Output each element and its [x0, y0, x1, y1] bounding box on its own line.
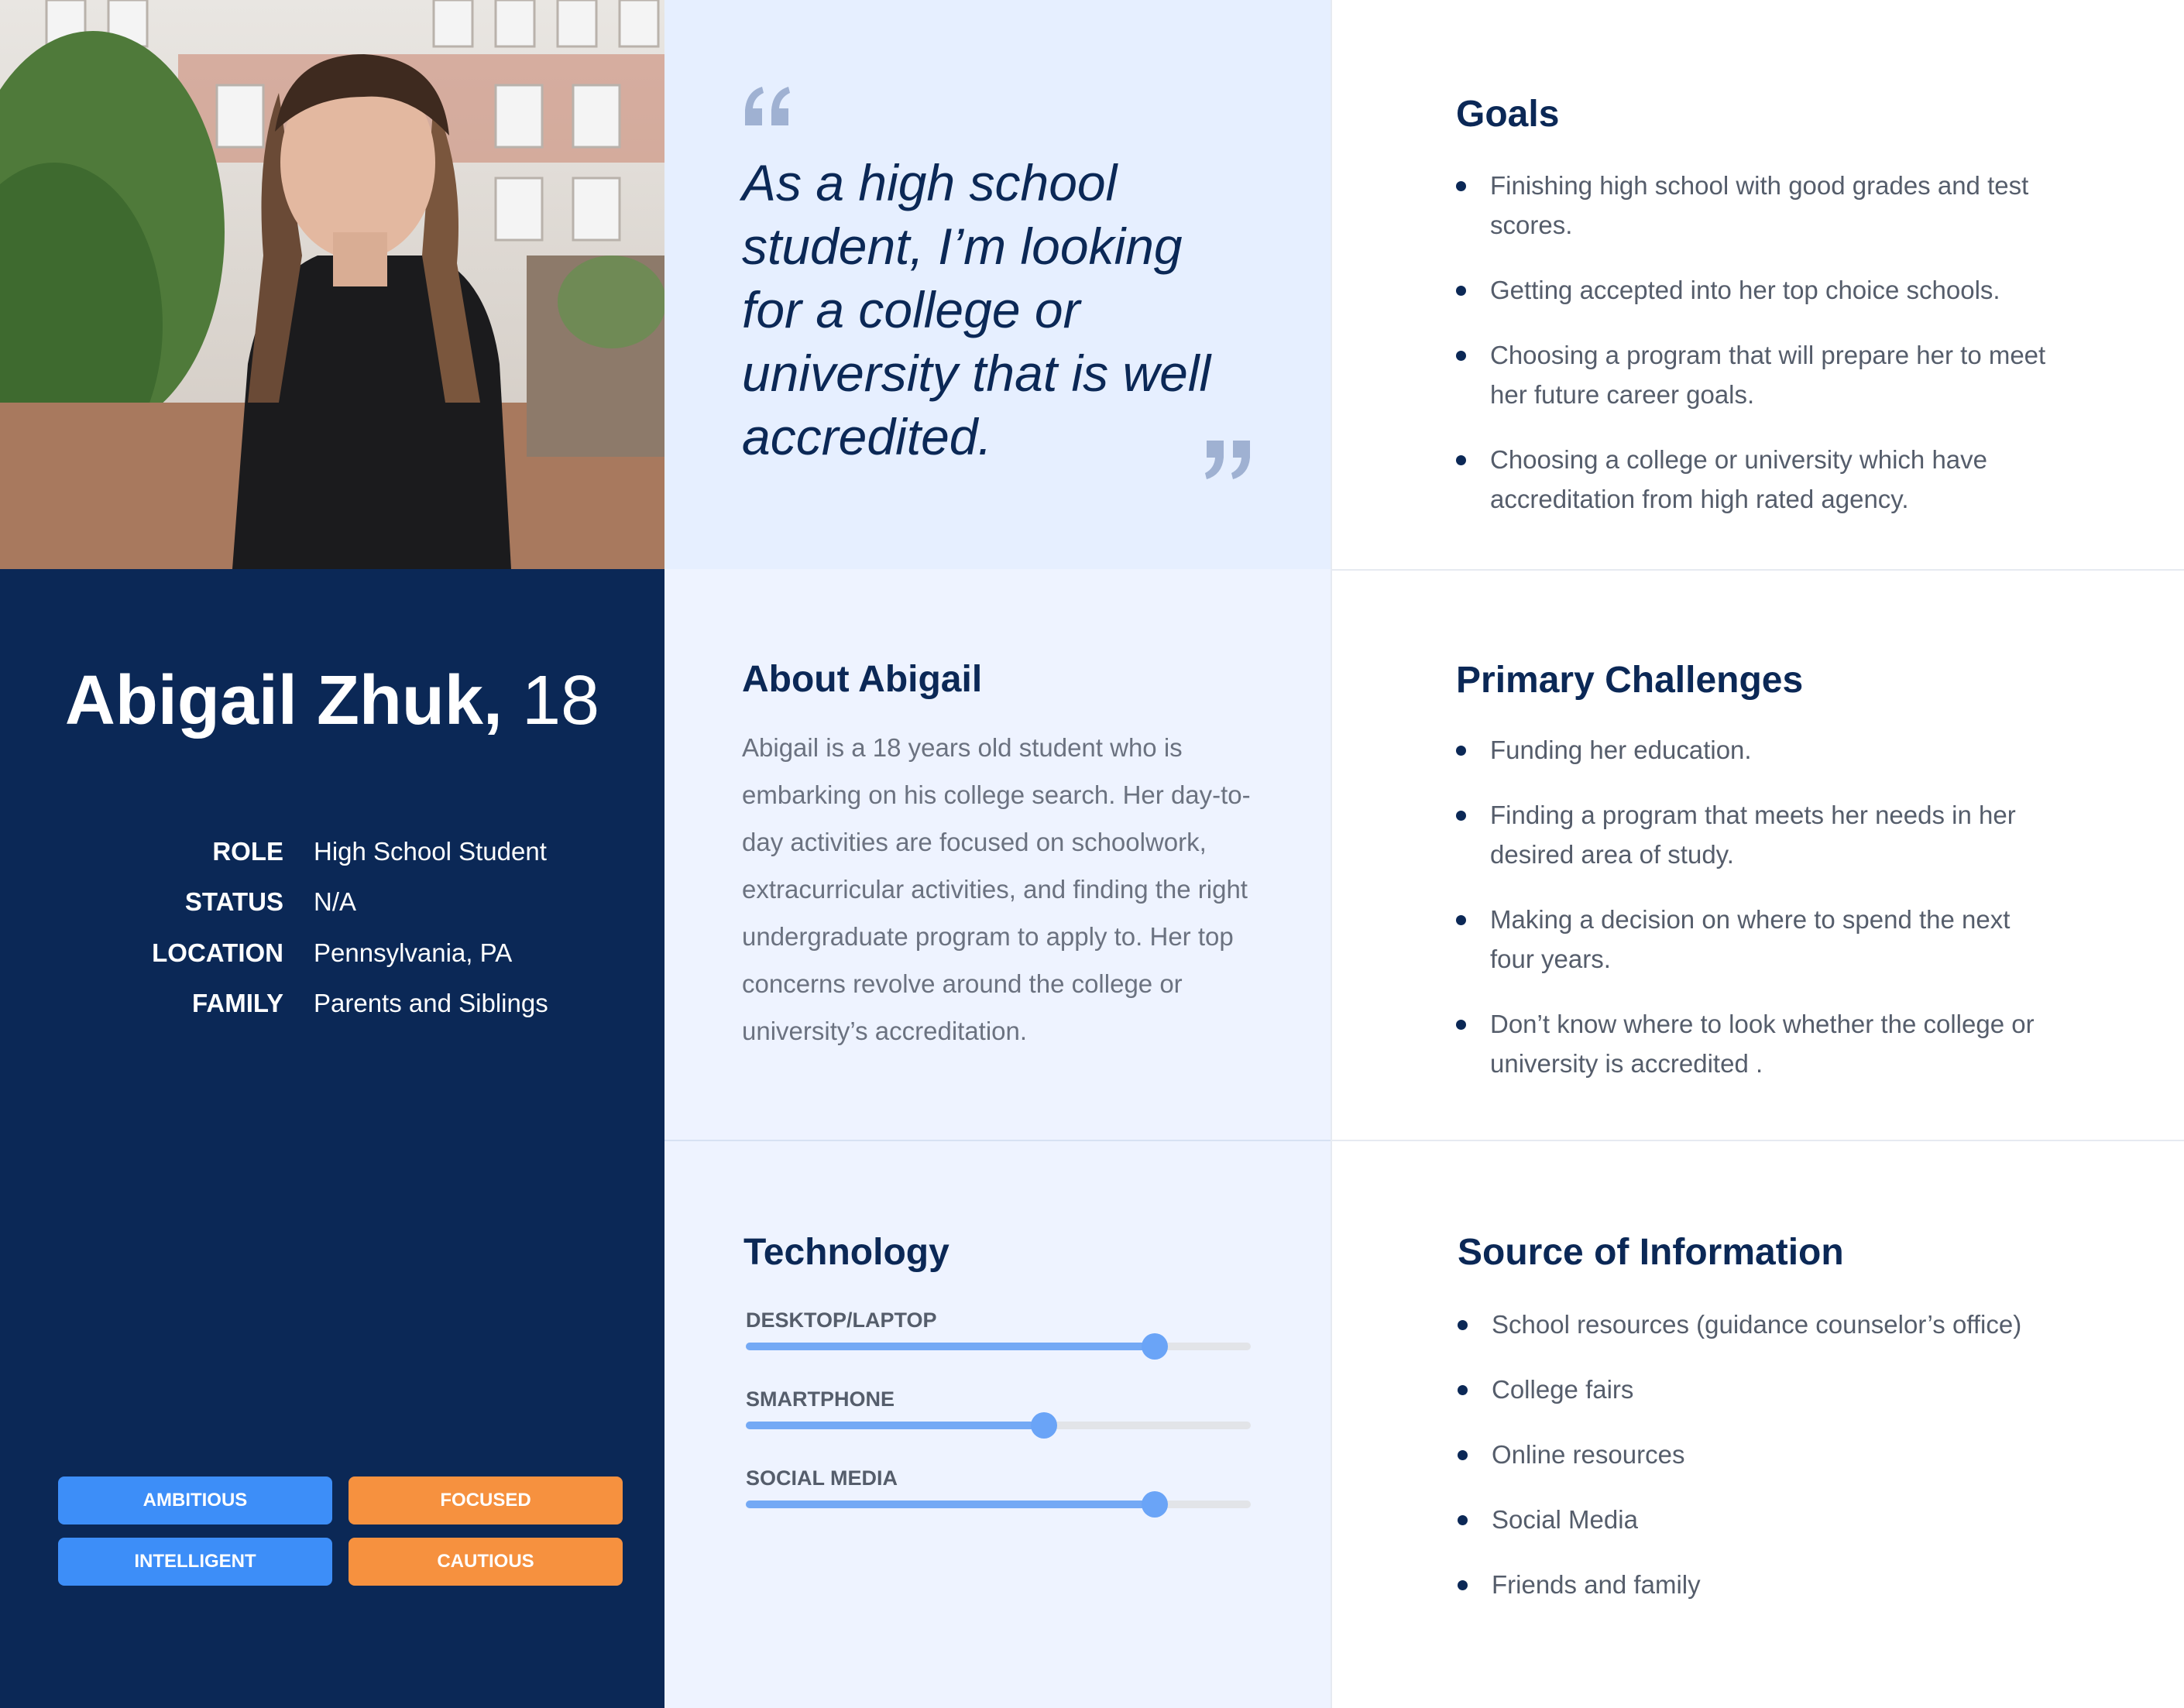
quote-text: As a high school student, I’m looking for a college or university that is well accredited. — [742, 154, 1211, 465]
tech-slider-fill — [746, 1343, 1155, 1350]
sources-item: Social Media — [1458, 1500, 2093, 1539]
challenges-list — [1456, 730, 2060, 1083]
tech-slider-desktop — [746, 1343, 1251, 1350]
goals-item: Getting accepted into her top choice schools. — [1456, 270, 2060, 310]
challenges-item: Finding a program that meets her needs in her desired area of study. — [1456, 795, 2060, 874]
goals-item: Choosing a program that will prepare her to meet her future career goals. — [1456, 335, 2060, 414]
tech-slider-fill — [746, 1501, 1155, 1508]
challenges-title: Primary Challenges — [1456, 660, 1804, 701]
column-divider — [1331, 0, 1332, 1708]
sources-title: Source of Information — [1458, 1232, 1844, 1273]
info-value: Parents and Siblings — [314, 989, 548, 1017]
goals-title: Goals — [1456, 94, 1560, 135]
about-tech-panel — [664, 569, 1331, 1708]
info-key: STATUS — [184, 887, 283, 916]
info-value: N/A — [314, 887, 357, 916]
tech-slider-knob — [1031, 1412, 1057, 1439]
tech-slider-smartphone — [746, 1422, 1251, 1429]
tech-label-social-media: SOCIAL MEDIA — [746, 1466, 898, 1490]
info-key: LOCATION — [152, 938, 283, 967]
tech-slider-knob — [1142, 1491, 1168, 1518]
tech-label-desktop: DESKTOP/LAPTOP — [746, 1308, 937, 1332]
quote-panel — [664, 0, 1331, 569]
goals-item: Finishing high school with good grades and test scores. — [1456, 166, 2060, 245]
challenges-item: Funding her education. — [1456, 730, 2060, 770]
challenges-item: Don’t know where to look whether the college or university is accredited . — [1456, 1004, 2060, 1083]
sources-item: School resources (guidance counselor’s office) — [1458, 1305, 2093, 1344]
trait-tag-focused: FOCUSED — [349, 1476, 623, 1525]
trait-tag-intelligent: INTELLIGENT — [58, 1538, 332, 1586]
sources-list — [1458, 1305, 2093, 1604]
challenges-item: Making a decision on where to spend the next four years. — [1456, 900, 2060, 979]
goals-item: Choosing a college or university which have accreditation from high rated agency. — [1456, 440, 2060, 519]
persona-name-text: Abigail Zhuk, — [64, 662, 503, 739]
persona-age: 18 — [521, 662, 600, 739]
info-value: Pennsylvania, PA — [314, 938, 513, 967]
technology-title: Technology — [743, 1232, 949, 1273]
tech-label-smartphone: SMARTPHONE — [746, 1387, 895, 1411]
section-divider — [1332, 1140, 2184, 1141]
about-text: Abigail is a 18 years old student who is embarking on his college search. Her day-to-day activities are focused on schoolwork, extracurricular activities, and finding the right undergraduate program to apply to. Her top concerns revolve around the college or university’s accreditation. — [742, 733, 1251, 1045]
profile-panel — [0, 569, 664, 1708]
section-divider — [1332, 569, 2184, 571]
persona-name — [0, 662, 664, 739]
sources-item: Online resources — [1458, 1435, 2093, 1474]
info-value: High School Student — [314, 837, 547, 866]
tech-slider-knob — [1142, 1333, 1168, 1360]
goals-list — [1456, 166, 2060, 519]
about-title: About Abigail — [742, 659, 983, 700]
persona-photo — [0, 0, 664, 569]
trait-tag-cautious: CAUTIOUS — [349, 1538, 623, 1586]
section-divider — [664, 1140, 1331, 1141]
quote-open-icon — [742, 84, 792, 127]
trait-tag-ambitious: AMBITIOUS — [58, 1476, 332, 1525]
info-row-status — [0, 883, 664, 921]
info-key: ROLE — [212, 837, 283, 866]
info-row-location — [0, 934, 664, 972]
info-key: FAMILY — [192, 989, 283, 1017]
sources-item: Friends and family — [1458, 1565, 2093, 1604]
sources-item: College fairs — [1458, 1370, 2093, 1409]
quote-close-icon — [1204, 439, 1253, 482]
info-row-role — [0, 832, 664, 871]
tech-slider-social-media — [746, 1501, 1251, 1508]
info-row-family — [0, 984, 664, 1023]
tech-slider-fill — [746, 1422, 1044, 1429]
